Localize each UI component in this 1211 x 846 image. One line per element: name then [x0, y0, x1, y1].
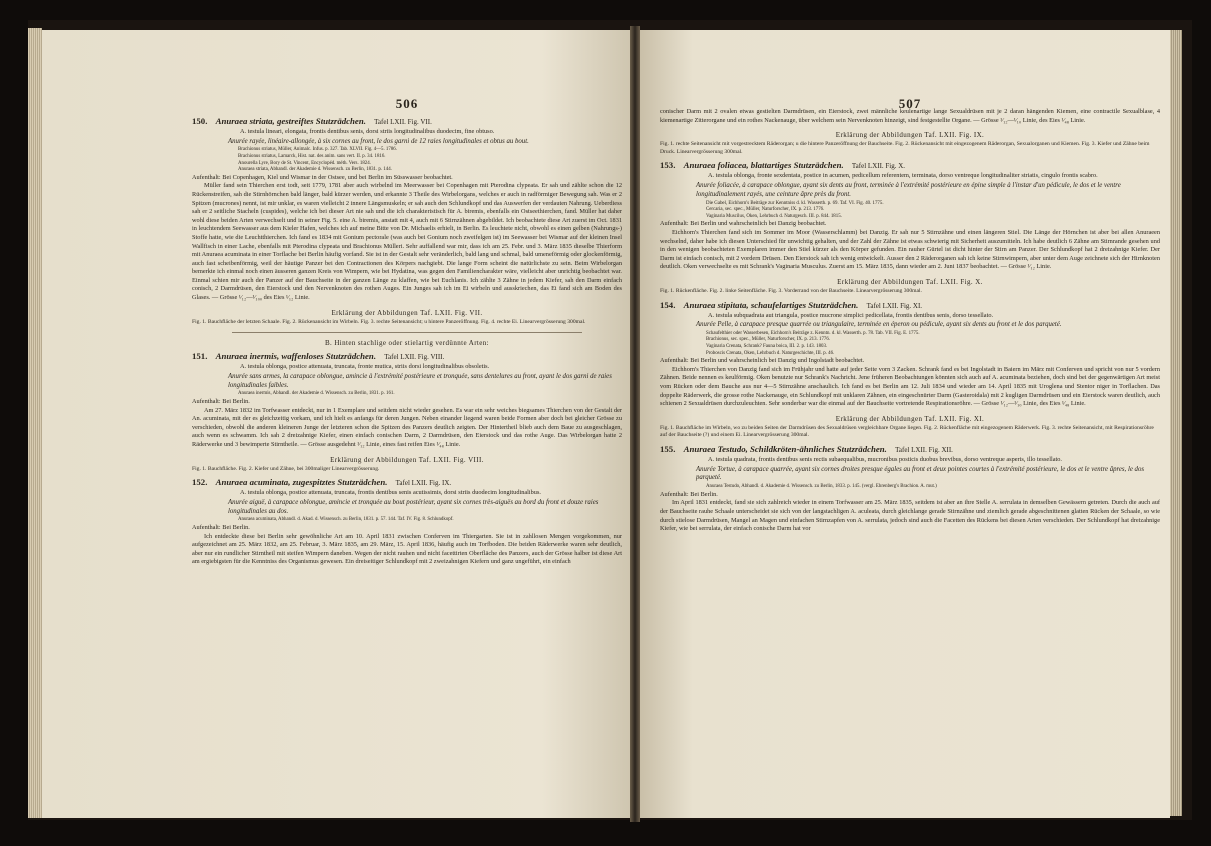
- synonym-ref: Anuraea striata, Abhandl. der Akademie d. Wissensch. zu Berlin, 1831. p. 144.: [238, 167, 392, 173]
- divider: [232, 332, 582, 333]
- figure-explanation: Fig. 1. Bauchfläche. Fig. 2. Kiefer und Zähne, bei 300maliger Linearvergrösserung.: [192, 465, 380, 472]
- synonym-ref: Anuraea inermis, Abhandl. der Akademie d. Wissensch. zu Berlin, 1831. p. 161.: [238, 391, 395, 397]
- entry-heading: [660, 444, 1160, 454]
- figure-explanation-title: Erklärung der Abbildungen Taf. LXII. Fig. IX.: [835, 131, 985, 140]
- entry-number: 150.: [192, 116, 208, 126]
- page-stack-right: [1170, 30, 1182, 816]
- figure-explanation-title: Erklärung der Abbildungen Taf. LXII. Fig. VII.: [331, 308, 483, 317]
- french-diagnosis: Anurée aiguë, à carapace oblongue, amincie et tronquée au bout postérieur, ayant six cornes très-aiguës au bord du front et douze raies longitudinales au dos.: [228, 498, 599, 515]
- body-text: Im April 1831 entdeckt, fand sie sich zahlreich wieder in einem Torfwasser am 25. März 1835, seitdem ist aber an ihre Stelle A. serrulata in demselben Gewässern getreten. Durch die auch auf der Bauchseite rauhe Schaale unterscheidet sie sich von der langstachligen A. aculeata, durch gleichlange gerade Stirnzähne und ziemlich gerade abgeschnittenen glatten Rücken der Schaale, so wie durch stielose Darmdrüsen, Mangel an Magen und einfachen Stirnzapfen von A. serrulata, jedoch sind auch die Facetten des Rückens bei diesen Arten verschieden. Der Schlundkopf hat dreizahnige Kiefer, wie bei serrulata, der einfach conische Darm hat vor: [660, 499, 1160, 533]
- synonym-ref: Anourella Lyre, Bory de St. Vincent, Encyclopéd. méth. Vers. 1824.: [238, 160, 371, 166]
- french-diagnosis: Anurée foliacée, à carapace oblongue, ayant six dents au front, terminée à l'extrémité postérieure en épine simple à l'instar d'un pédicule, le dos et le ventre longitudinalement rayés, une ceinture âpre près du front.: [696, 181, 1121, 198]
- synonym-ref: Vaginaria Muscilus, Oken, Lehrbuch d. Naturgesch. III. p. 844. 1815.: [706, 213, 842, 219]
- left-page: [42, 30, 630, 818]
- plate-reference: Tafel LXII. Fig. XI.: [866, 301, 923, 310]
- latin-diagnosis: A. testula subquadrata aut triangula, postice mucrone simplici pedicellata, frontis dentibus senis, dorso tessellato.: [708, 311, 994, 319]
- entry-152: [192, 477, 622, 567]
- synonym-ref: Vaginaria Crenata, Schrank? Fauna boica, III. 2. p. 143. 1803.: [706, 344, 828, 350]
- left-column: [192, 30, 622, 567]
- figure-explanation-title: Erklärung der Abbildungen Taf. LXII. Fig. XI.: [835, 414, 985, 423]
- plate-reference: Tafel LXII. Fig. VIII.: [384, 353, 445, 362]
- figure-explanation-title: Erklärung der Abbildungen Taf. LXII. Fig. X.: [837, 277, 983, 286]
- entry-title: Anuraea acuminata, zugespitztes Stutzrädchen.: [215, 477, 388, 488]
- entry-number: 151.: [192, 351, 208, 362]
- plate-reference: Tafel LXII. Fig. XII.: [895, 446, 953, 455]
- entry-heading: [192, 116, 622, 126]
- synonym-ref: Anuraea acuminata, Abhandl. d. Akad. d. Wissensch. zu Berlin, 1831. p. 57. 144. Taf. IV. Fig. 8. Schlundkopf.: [238, 517, 454, 523]
- entry-heading: [660, 300, 1160, 310]
- entry-150: [192, 116, 622, 326]
- french-diagnosis: Anurée rayée, linéaire-allongée, à six cornes au front, le dos garni de 12 raies longitudinales et obtus au bout.: [228, 137, 529, 145]
- body-text: Eichhorn's Thierchen von Danzig fand sich im Frühjahr und hatte auf jeder Seite vorn 3 Zacken. Schrank fand es bei Ingolstadt in Baiern im März mit Conferven und spricht von nur 5 vordern Zähnen. Beide nennen es keulförmig. Oken benutzte nur Schrank's Nachricht. Jene früheren Beobachtungen könnten sich auch auf A. acuminata beziehen, doch sind bei der gegenwärtigen Art meist vom Rücken oder dem Bauche aus nur 4—5 Stirnzähne anschaulich. Ich fand es bei Berlin am 12. Juli 1834 und wieder am 14. April 1835 mit Uroglena und Stentor niger in Torflachen. Das doppelte Räderwerk, die grosse rothe Nackenauge, ein Schlundkopf mit unklaren Zähnen, ein eingeschnürter Darm (Gasteroidala) mit 2 kugligen Darmdrüsen und ein Eierstock waren deutlich, auch schienen 2 Sexualdrüsen durchzuleuchten. Sehr sonderbar war die einmal auf der Bauchseite vortretende Respirationsröhre. — Grösse ¹⁄₁₂—¹⁄₁₀ Linie, des Eies ¹⁄₄₈ Linie.: [660, 365, 1160, 408]
- body-text: Ich entdeckte diese bei Berlin sehr gewöhnliche Art am 10. April 1831 zwischen Conferven im Thiergarten. Sie ist in zahllosen Mengen vorgekommen, nur aufgezeichnet am 25. März 1832, am 25. Februar, 3. März 1835, am 29. März, 15. April 1836, häufig auch im Torfboden. Die beiden Räderwerke waren sehr deutlich, aber nur ein rundlicher Stirntheil mit steifen Wimpern daneben. Wegen der nicht rauhen und nicht facettirten Oberfläche des Panzers, auch der Grösse halber ist diese Art am ergiebigsten für die Kenntniss des Organismus gewesen. Ein dreiseitiger Schlundkopf mit 2 zweizahnigen Kiefern und ganz ungeführt, ein einfach: [192, 532, 622, 566]
- entry-title: Anuraea striata, gestreiftes Stutzrädchen.: [215, 116, 366, 126]
- latin-diagnosis: A. testula lineari, elongata, frontis dentibus senis, dorsi striis longitudinalibus duodecim, fine obtuso.: [240, 128, 495, 135]
- entry-title: Anuraea stipitata, schaufelartiges Stutzrädchen.: [683, 299, 859, 310]
- plate-reference: Tafel LXII. Fig. X.: [851, 162, 906, 171]
- continued-text: conischer Darm mit 2 ovalen etwas gestielten Darmdrüsen, ein Eierstock, zwei männliche keulenartige lange Sexualdrüsen mit je 2 daran hängenden Kiemen, eine contractile Sexualblase, 4 kiemenartige Zitterorgane und ein rothes Nackenauge, über welchem sein Nervenknoten hinzeigt, sind festgestellte Organe. — Grösse ¹⁄₁₂—¹⁄₁₀ Linie, des Eies ¹⁄₄₈ Linie.: [660, 108, 1160, 124]
- entry-151: [192, 351, 622, 473]
- french-diagnosis: Anurée Pelle, à carapace presque quarrée ou triangulaire, terminée en éperon ou pédicule, ayant six dents au front et le dos parqueté.: [696, 321, 1062, 329]
- synonym-ref: Brachionus striatus, Müller, Animalc. Infus. p. 327. Tab. XLVII. Fig. 4—5. 1786.: [238, 147, 397, 153]
- body-text: Eichhorn's Thierchen fand sich im Sommer im Moor (Wasserschlamm) bei Danzig. Er sah nur 5 Stirnzähne und einen längeren Stiel. Die Länge der Hörnchen ist aber bei allen Anuraeen wechselnd, daher habe ich diesen Unterschied für unwichtig gehalten, und der Zahl der Zähne ist etwas schwierig mit Sicherheit auszumitteln. Ich habe deutlich 6 Zähne am Stirnrande gesehen und in den wenigen beobachteten Exemplaren immer den Stiel kürzer als den Körper gefunden. Ein rauher Gürtel ist dicht hinter der Stirn am Panzer. Der Schlundkopf hat 2 dreizahnige Kiefer. Der Darm ist einfach conisch, mit 2 vordern Drüsen. Den Eierstock sah ich wenig entwickelt. Ausser den 2 Räderorganen sah ich keine Stirnwimpern, aber unter dem Auge zeichnete sich der Hirnknoten deutlich. Oken verwechselte es mit Schrank's Vaginaria Musculus. Zuerst am 15. März 1835, dann wieder am 2. Juni 1837 beobachtet. — Grösse ¹⁄₁₂ Linie.: [660, 228, 1160, 271]
- entry-number: 152.: [192, 477, 208, 488]
- body-text: Am 27. März 1832 im Torfwasser entdeckt, nur in 1 Exemplare und seitdem nicht wieder gesehen. Es war ein sehr weiches biegsames Thierchen von der Gestalt der An. acuminata, mit der es gleichzeitig vorkam, und ich hielt es anfangs für deren Jungen. Neben einander liegend waren beide Formen aber doch bei gleicher Grösse zu verschieden, obwohl die anderen kleineren Junge der letzteren schon die Spitzen des Panzers deutlich zeigten. Der Hintertheil blieb auch dem Baue zu ausgeschlagen, auch wenn es schwamm. Ich sah 2 dreizahnige Kiefer, einen einfach conischen Darm, 2 Darmdrüsen, den Eierstock und das rothe Auge. Das Wirbelorgan hatte 2 Räderwerke und 3 bewimperte Stirntheile. — Grösse ausgedehnt ¹⁄₁₂ Linie, eines fast reifen Eies ¹⁄₄₈ Linie.: [192, 406, 622, 449]
- right-column-text: [660, 108, 1160, 534]
- page-number-right: 507: [898, 96, 922, 111]
- synonym-ref: Schaufelthier oder Wasserbesen, Eichhorn's Beiträge z. Kenntn. d. kl. Wasserth. p. 78. Tab. VII. Fig. E. 1775.: [706, 330, 920, 336]
- entry-154: [660, 300, 1160, 441]
- synonym-ref: Proboscis Crenata, Oken, Lehrbuch d. Naturgeschichte, III. p. 46.: [706, 350, 835, 356]
- figure-explanation-title: Erklärung der Abbildungen Taf. LXII. Fig. VIII.: [330, 455, 484, 464]
- entry-heading: [192, 351, 622, 361]
- subsection-title: B. Hinten stachlige oder stielartig verdünnte Arten:: [324, 339, 490, 348]
- entry-number: 154.: [660, 299, 676, 310]
- entry-heading: [192, 477, 622, 487]
- book-gutter: [630, 26, 640, 822]
- entry-number: 153.: [660, 160, 676, 171]
- latin-diagnosis: A. testula oblonga, postice attenuata, truncata, fronte mutica, striis dorsi longitudinalibus obsoletis.: [240, 363, 490, 371]
- page-number-left: 506: [395, 96, 419, 111]
- plate-reference: Tafel LXII. Fig. VII.: [374, 118, 432, 126]
- latin-diagnosis: A. testula oblonga, fronte sexdentata, postice in acumen, pedicellum referentem, terminata, dorso ventreque longitudinaliter striatis, cingulo frontis scabro.: [708, 172, 1098, 180]
- habitat-line: Aufenthalt: Bei Copenhagen, Kiel und Wismar in der Ostsee, und bei Berlin im Süsswasser beobachtet.: [192, 173, 453, 181]
- plate-reference: Tafel LXII. Fig. IX.: [395, 479, 452, 488]
- synonym-ref: Brachionus, sec. spec., Müller, Naturforscher, IX. p. 213. 1776.: [706, 337, 831, 343]
- habitat-line: Aufenthalt: Bei Berlin.: [660, 490, 718, 498]
- entry-number: 155.: [660, 444, 676, 455]
- entry-155: [660, 444, 1160, 534]
- habitat-line: Aufenthalt: Bei Berlin.: [192, 523, 250, 531]
- french-diagnosis: Anurée sans armes, la carapace oblongue, amincie à l'extrémité postérieure et tronquée, sans dentelures au front, ayant le dos garni de raies longitudinales faibles.: [228, 372, 612, 389]
- french-diagnosis: Anurée Tortue, à carapace quarrée, ayant six cornes droites presque égales au front et deux pointes courtes à l'extrémité postérieure, le dos et le ventre âpres, le dos parqueté.: [696, 465, 1145, 482]
- figure-explanation: Fig. 1. rechte Seitenansicht mit vorgestrecktem Räderorgan; u die hintere Panzeröffnung der Bauchseite. Fig. 2. Rückenansicht mit eingezogenem Räderorgan, Sexualorganen und Kiemen. Fig. 3. Kiefer und Zähne beim Druck. Linearvergrösserung 300mal.: [660, 141, 1150, 155]
- latin-diagnosis: A. testula oblonga, postice attenuata, truncata, frontis dentibus senis acutissimis, dorsi striis duodecim longitudinalibus.: [240, 489, 541, 497]
- synonym-ref: Die Gabel, Eichhorn's Beiträge zur Kenntniss d. kl. Wasserth. p. 69. Taf. VI. Fig. 40. 1775.: [706, 200, 884, 206]
- entry-title: Anuraea inermis, waffenloses Stutzrädchen.: [215, 351, 377, 362]
- body-text: Müller fand sein Thierchen erst todt, seit 1779, 1781 aber auch wirbelnd im Meerwasser bei Copenhagen mit Pterodina clypeata. Er sah und zählte schon die 12 Rückenstreifen, sah die Stirnhörnchen bald länger, bald kürzer werden, und erkannte 3 Theile des Wirbelorgans, welches er auch in radförmiger Bewegung sah. Was er 2 Spitzen (mucrones) nennt, ist mir unklar, es waren vielleicht 2 innere Längsmuskeln; er sah auch den Schlundkopf und das Auswerfen der verdauten Nahrung. Ueberdiess sah er 2 seitliche Stacheln (cuspides), welche ich bei dieser Art nie sah und die ich charakteristisch für A. biremis, ebenfalls ein Ostseethierchen, fand. Müller hat daher wohl diese beiden Arten verwechselt und in seiner Fig. 5. eine A. biremis, anstatt mit 4, auch mit 6 Stirnzähnen abgebildet. Ich beobachtete diese Art zuerst im Oct. 1831 in leuchtendem Seewasser aus dem Kieler Hafen, welches ich auf meine Bitte von Dr. Michaelis erhielt, in Berlin. Es leuchtete nicht, obwohl es einen gelben (Nahrungs-) Stoffe hatte, wie die Leuchtthierchen. Ich fand es 1834 mit Gonium pectorale (was auch bei Gonium noch zweifelgen ist) im Seewasser bei Wismar auf der kleinen Insel Wallfisch in einer Lache, ebenfalls mit Pterodina clypeata und Brachionus Mülleri. Sehr auffallend war mir, dass ich am 25. Febr. und 3. März 1835 dieselbe Thierform mit Anuraea acuminata in einer Torflache bei Berlin häufig vorfand. Sie ist in der Gestalt sehr veränderlich, bald lang und schmal, bald umeneförmig oder glockenförmig, auch fast scheibenförmig, weil der häutige Panzer bei den Contractionen des Körpers nachgiebt. Die lange Form scheint die natürlichste zu sein. Beim Wirbelorgan bemerkte ich einmal noch einen äusseren ganzen Kreis von Wimpern, wie bei Hydatina, was gegen den Familiencharakter wäre, vielleicht aber unrichtig beobachtet war. Einmal schien mir auch der Panzer auf der Bauchseite in der ganzen Länge zu klaffen, wie bei Euchlanis. Ich zählte 3 Zähne in jedem Kiefer, sah den Darm einfach conisch, 2 Darmdrüsen, den Eierstock und den Nervenknoten des rothen Auges. Ein Junges sah ich im Ei wirbeln und ausskriechen, das Ei fand sich am Boden des Glases. — Grösse ¹⁄₁₂—¹⁄₁₀₀ des Eies ¹⁄₁₂ Linie.: [192, 182, 622, 302]
- synonym-ref: Brachionus striatus, Lamarck, Hist. nat. des anim. sans vert. II. p. 34. 1816.: [238, 153, 386, 159]
- figure-explanation: Fig. 1. Bauchfläche der letzten Schaale. Fig. 2. Rückenansicht im Wirbeln. Fig. 3. rechte Seitenansicht; u hintere Panzeröffnung. Fig. 4. rechte Ei. Linearvergrösserung 300mal.: [192, 318, 586, 325]
- right-page: [640, 30, 1170, 818]
- habitat-line: Aufenthalt: Bei Berlin.: [192, 398, 250, 406]
- entry-title: Anuraea Testudo, Schildkröten-ähnliches Stutzrädchen.: [683, 444, 887, 455]
- entry-title: Anuraea foliacea, blattartiges Stutzrädchen.: [683, 160, 844, 171]
- page-stack-left: [28, 28, 42, 818]
- synonym-ref: Anuraea Testudo, Abhandl. d. Akademie d. Wissensch. zu Berlin, 1833. p. 145. (vergl. Ehrenberg's Brachion. A. mut.): [706, 484, 937, 490]
- entry-153: [660, 160, 1160, 295]
- figure-explanation: Fig. 1. Rückenfläche. Fig. 2. linke Seitenfläche. Fig. 3. Vorderrand von der Bauchseite. Linearvergrösserung 300mal.: [660, 287, 922, 294]
- synonym-ref: Cercaria, sec. spec., Müller, Naturforscher, IX. p. 213. 1776.: [706, 207, 825, 213]
- right-column: [660, 30, 1160, 116]
- entry-heading: [660, 160, 1160, 170]
- habitat-line: Aufenthalt: Bei Berlin und wahrscheinlich bei Danzig und Ingolstadt beobachtet.: [660, 357, 865, 365]
- latin-diagnosis: A. testula quadrata, frontis dentibus senis rectis subaequalibus, mucronibus posticis duobus brevibus, dorso ventreque asperis, illo tessellato.: [708, 456, 1062, 464]
- figure-explanation: Fig. 1. Bauchfläche im Wirbeln, wo zu beiden Seiten der Darmdrüsen des Sexualdrüsen vergleichbare Organe liegen. Fig. 2. Rückenfläche mit eingezogenem Räderwerk. Fig. 3. rechte Seitenansicht, mit Respirationsröhre auf der Bauchseite (?) und einem Ei. Linearvergrösserung 300mal.: [660, 424, 1154, 439]
- habitat-line: Aufenthalt: Bei Berlin und wahrscheinlich bei Danzig beobachtet.: [660, 220, 827, 228]
